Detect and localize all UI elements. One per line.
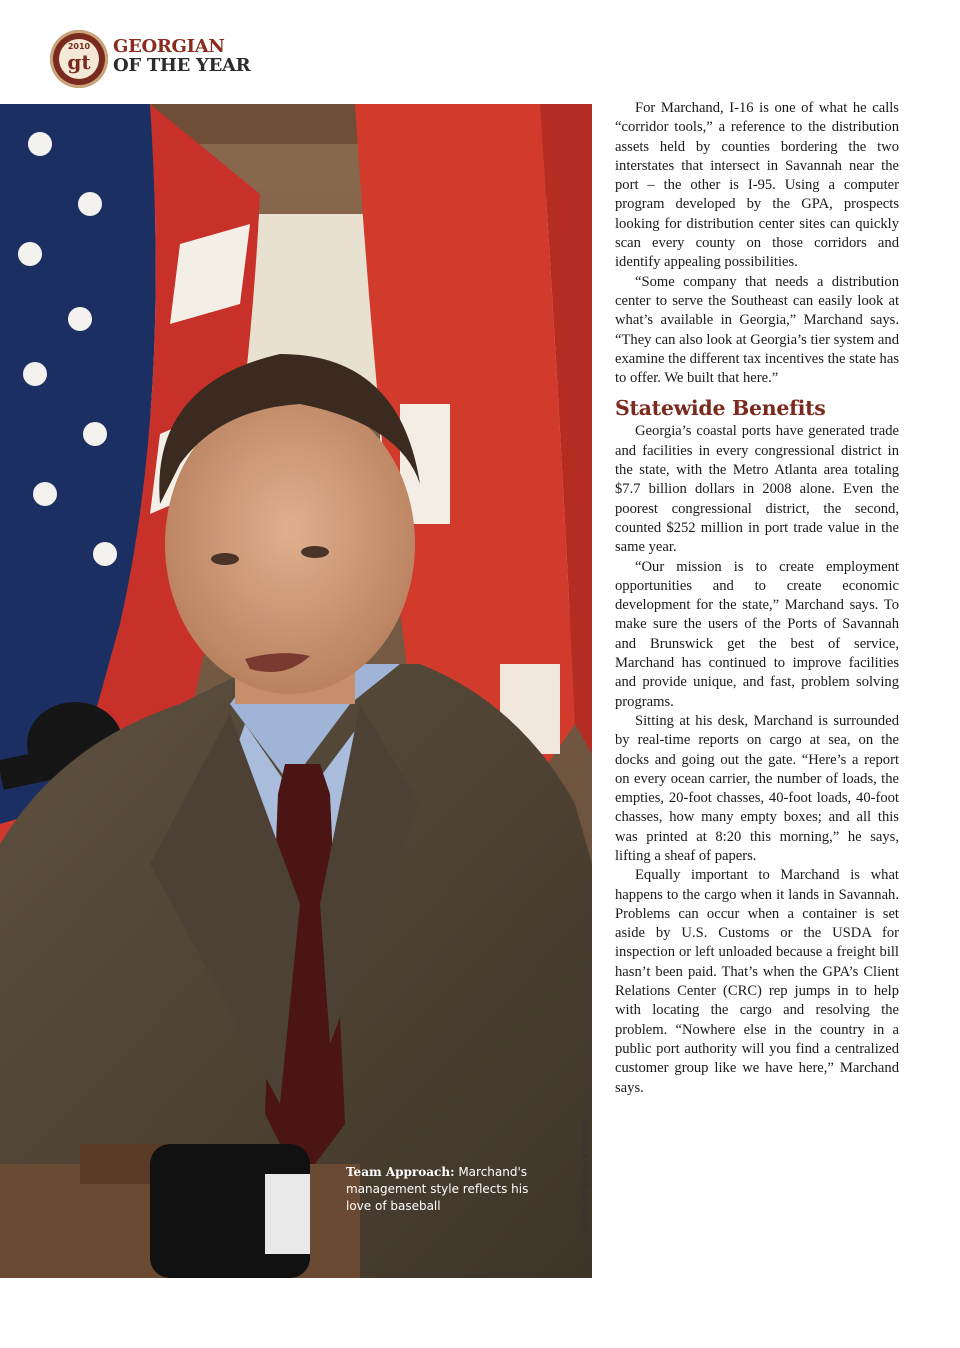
georgian-of-the-year-logo (50, 28, 290, 90)
caption-heading: Team Approach: (346, 1165, 455, 1179)
magazine-name: GeorgiaTrend (176, 1335, 260, 1348)
caption-text: Marchand's management style reflects his love of baseball (346, 1165, 529, 1213)
article-paragraph: Georgia’s coastal ports have generated trade and facilities in every congressional district in the state, with the Metro Atlanta area totaling $7.7 billion dollars in 2008 alone. Even the poorest congressional district, the second, counted $252 million in port trade value in the same year. (615, 423, 899, 556)
article-paragraph: “Some company that needs a distribution center to serve the Southeast can easily look at what’s available in Georgia,” Marchand says. “They can also look at Georgia’s tier system and examine the different tax incentives the state has to offer. We built that here.” (615, 273, 899, 387)
marchand-photo (0, 104, 592, 1348)
photo-credit (579, 1120, 589, 1170)
issue-date: JANUARY 2010 (85, 1338, 163, 1347)
article-paragraph: For Marchand, I-16 is one of what he calls “corridor tools,” a reference to the distribution assets held by counties bordering the two interstates that intersect in Savannah near the port – the other is I-95. Using a computer program developed by the GPA, prospects looking for distribution center sites can quickly scan every county on those corridors and identify appealing possibilities. (615, 100, 899, 271)
article-column (615, 99, 899, 1098)
logo-title-line1: GEORGIAN (113, 36, 225, 57)
page-folio: 22 | JANUARY 2010 | GeorgiaTrend (58, 1335, 260, 1348)
section-subhead: Statewide Benefits (615, 396, 826, 421)
photo-illustration (0, 104, 592, 1278)
article-paragraph: “Our mission is to create employment opportunities and to create economic development for the state,” Marchand says. To make sure the users of the Ports of Savannah and Brunswick get the best of service, Marchand has continued to improve facilities and provide unique, and fast, problem solving programs. (615, 558, 899, 710)
gt-badge-icon (50, 30, 108, 88)
badge-monogram: gt (67, 50, 91, 74)
article-paragraph: Sitting at his desk, Marchand is surrounded by real-time reports on cargo at sea, on the docks and going out the gate. “Here’s a report on every ocean carrier, the number of loads, the empties, 20-foot chasses, 40-foot loads, 40-foot chasses, how many empty boxes; and all this was printed at 8:20 this morning,” he says, lifting a sheaf of papers. (615, 712, 899, 864)
article-paragraph: Equally important to Marchand is what happens to the cargo when it lands in Savannah. Problems can occur when a container is set aside by U.S. Customs or the USDA for inspection or left unloaded because a freight bill hasn’t been paid. That’s when the GPA’s Client Relations Center (CRC) rep jumps in to help with locating the cargo and resolving the problem. “Nowhere else in the country in a public port authority will you find a centralized customer group like we have here,” Marchand says. (615, 867, 899, 1096)
page-number: 22 (58, 1335, 72, 1348)
photo-caption (346, 1164, 536, 1215)
badge-year: 2010 (67, 42, 91, 51)
logo-title-line2: OF THE YEAR (113, 55, 251, 76)
